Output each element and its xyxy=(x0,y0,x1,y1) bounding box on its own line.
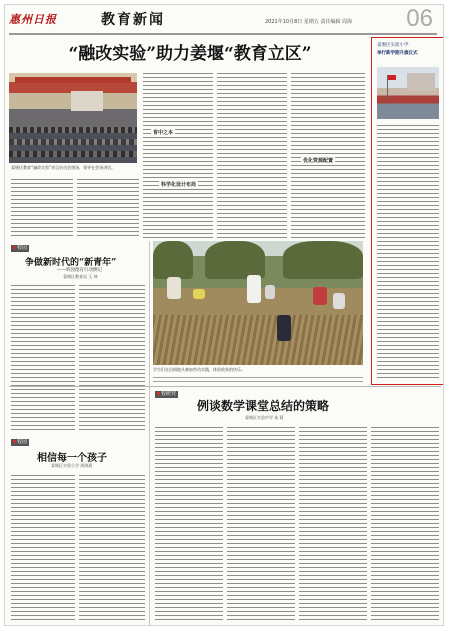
newspaper-page xyxy=(4,4,444,626)
masthead-rule xyxy=(9,33,437,35)
tag-marker-icon xyxy=(13,246,16,249)
lead-photo-banner xyxy=(15,77,131,83)
lead-headline: “融改实验”助力姜堰“教育立区” xyxy=(68,44,312,64)
story4-title: 例谈数学课堂总结的策略 xyxy=(197,399,330,413)
story4-text-column xyxy=(299,425,367,623)
photo-tree xyxy=(283,241,363,279)
sidebar-tag: 姜堰区实验小学 xyxy=(377,43,409,48)
photo-person xyxy=(167,277,181,299)
photo-person xyxy=(193,289,205,299)
field-work-photo xyxy=(153,241,363,365)
lead-photo-audience xyxy=(9,151,137,157)
story4-tag xyxy=(155,391,178,398)
story2-tag xyxy=(11,245,29,252)
story3-text-column xyxy=(79,473,145,623)
story4-text-column xyxy=(371,425,439,623)
lead-photo xyxy=(9,73,137,163)
lead-subhead: 优化资源配置 xyxy=(303,158,334,164)
story4-text-column xyxy=(227,425,295,623)
section-divider xyxy=(9,386,441,387)
sidebar-title: 举行新学期升旗仪式 xyxy=(377,51,418,56)
section-title: 教育新闻 xyxy=(101,12,165,28)
story2-subtitle: ——校园德育行动侧记 xyxy=(57,268,102,273)
photo-person xyxy=(265,285,275,299)
lead-photo-audience xyxy=(9,139,137,145)
story2-tag-label: 校园 xyxy=(17,245,28,251)
photo-person xyxy=(333,293,345,309)
story2-text-column xyxy=(79,283,145,433)
lead-photo-screen xyxy=(71,91,103,111)
story3-title: 相信每一个孩子 xyxy=(37,453,107,464)
lead-photo-audience xyxy=(9,127,137,133)
masthead xyxy=(9,5,437,32)
photo-person xyxy=(277,315,291,341)
story3-text-column xyxy=(11,473,75,623)
lead-photo-caption: 姜堰区教育“融改实验”项目启动会现场，领导在会场讲话。 xyxy=(11,165,116,170)
tag-marker-icon xyxy=(13,440,16,443)
photo-person xyxy=(313,287,327,305)
photo-person xyxy=(247,275,261,303)
lead-text-column xyxy=(217,71,287,239)
story3-tag xyxy=(11,439,29,446)
sidebar-photo xyxy=(377,67,439,119)
lead-text-column xyxy=(11,177,73,239)
story4-byline: 姜堰区实验中学 朱 莉 xyxy=(245,415,284,420)
newspaper-brand: 惠州日报 xyxy=(9,13,57,26)
story3-tag-label: 校园 xyxy=(17,439,28,445)
lead-text-column xyxy=(143,71,213,239)
lead-subhead: 育中之本 xyxy=(153,130,174,136)
dateline: 2021年10月8日 星期五 责任编辑 周海 xyxy=(265,19,353,25)
photo-soil xyxy=(153,315,363,365)
lead-text-column xyxy=(291,71,365,239)
story4-tag-label: 校研究 xyxy=(161,391,177,397)
story3-byline: 姜堰区实验小学 周海燕 xyxy=(51,463,93,468)
lead-text-column xyxy=(77,177,139,239)
photo-tree xyxy=(205,241,265,279)
page-number: 06 xyxy=(406,5,433,32)
tag-marker-icon xyxy=(157,392,160,395)
caption-text-lines xyxy=(153,375,363,383)
photo-tree xyxy=(153,241,193,279)
story4-text-column xyxy=(155,425,223,623)
sidebar-photo-building xyxy=(407,73,435,91)
column-divider xyxy=(149,241,150,625)
lead-subhead: 科学化设计布局 xyxy=(161,182,197,188)
field-work-photo-caption: 学生们在田间地头参加劳动实践，体验收获的快乐。 xyxy=(153,367,245,372)
flag-icon xyxy=(388,75,396,80)
story2-text-column xyxy=(11,283,75,433)
sidebar-text-column xyxy=(377,123,439,381)
story2-byline: 姜堰区教育局 王 坤 xyxy=(63,274,98,279)
story2-title: 争做新时代的“新青年” xyxy=(25,258,117,268)
